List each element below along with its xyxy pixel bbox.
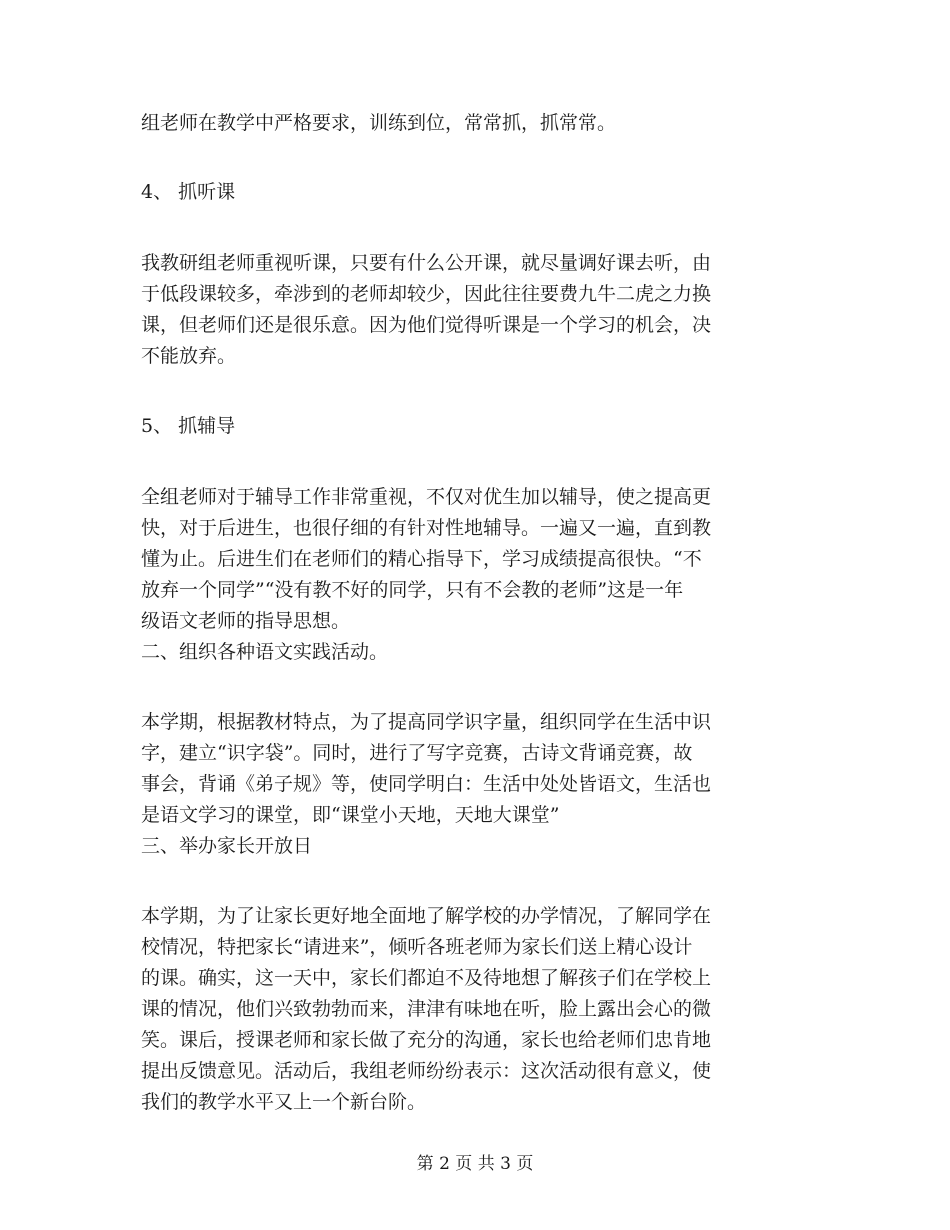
heading-tutoring: 5、 抓辅导 <box>141 415 236 437</box>
paragraph-practice-activities <box>141 707 801 831</box>
paragraph-listen-class <box>141 248 801 372</box>
text-line: 我教研组老师重视听课，只要有什么公开课，就尽量调好课去听，由 <box>141 252 712 274</box>
heading-section-two: 二、组织各种语文实践活动。 <box>141 641 389 663</box>
text-line: 级语文老师的指导思想。 <box>141 610 351 632</box>
text-line: 字，建立“识字袋”。同时，进行了写字竞赛，古诗文背诵竞赛，故 <box>141 742 693 764</box>
text-line: 事会，背诵《弟子规》等，使同学明白：生活中处处皆语文，生活也 <box>141 773 712 795</box>
text-line: 提出反馈意见。活动后，我组老师纷纷表示：这次活动很有意义，使 <box>141 1060 712 1082</box>
heading-listen-class: 4、 抓听课 <box>141 181 236 203</box>
paragraph-teaching-requirements <box>141 108 801 139</box>
text-line: 课，但老师们还是很乐意。因为他们觉得听课是一个学习的机会，决 <box>141 314 712 336</box>
heading-section-three: 三、举办家长开放日 <box>141 835 313 857</box>
paragraph-tutoring <box>141 482 801 637</box>
text-line: 放弃一个同学”“没有教不好的同学，只有不会教的老师”这是一年 <box>141 579 684 601</box>
text-line: 懂为止。后进生们在老师们的精心指导下，学习成绩提高很快。“不 <box>141 548 702 570</box>
text-line: 的课。确实，这一天中，家长们都迫不及待地想了解孩子们在学校上 <box>141 967 712 989</box>
text-line: 组老师在教学中严格要求，训练到位，常常抓，抓常常。 <box>141 112 617 134</box>
text-line: 于低段课较多，牵涉到的老师却较少，因此往往要费九牛二虎之力换 <box>141 283 712 305</box>
paragraph-open-day <box>141 901 801 1118</box>
text-line: 本学期，为了让家长更好地全面地了解学校的办学情况，了解同学在 <box>141 905 712 927</box>
page-body <box>141 108 801 1118</box>
text-line: 我们的教学水平又上一个新台阶。 <box>141 1091 427 1113</box>
text-line: 不能放弃。 <box>141 345 237 367</box>
text-line: 课的情况，他们兴致勃勃而来，津津有味地在听，脸上露出会心的微 <box>141 998 712 1020</box>
page-footer: 第 2 页 共 3 页 <box>416 1154 534 1174</box>
text-line: 快，对于后进生，也很仔细的有针对性地辅导。一遍又一遍，直到教 <box>141 517 712 539</box>
text-line: 笑。课后，授课老师和家长做了充分的沟通，家长也给老师们忠肯地 <box>141 1029 712 1051</box>
text-line: 是语文学习的课堂，即“课堂小天地，天地大课堂” <box>141 804 560 826</box>
text-line: 本学期，根据教材特点，为了提高同学识字量，组织同学在生活中识 <box>141 711 712 733</box>
text-line: 校情况，特把家长“请进来”，倾听各班老师为家长们送上精心设计 <box>141 936 693 958</box>
text-line: 全组老师对于辅导工作非常重视，不仅对优生加以辅导，使之提高更 <box>141 486 712 508</box>
